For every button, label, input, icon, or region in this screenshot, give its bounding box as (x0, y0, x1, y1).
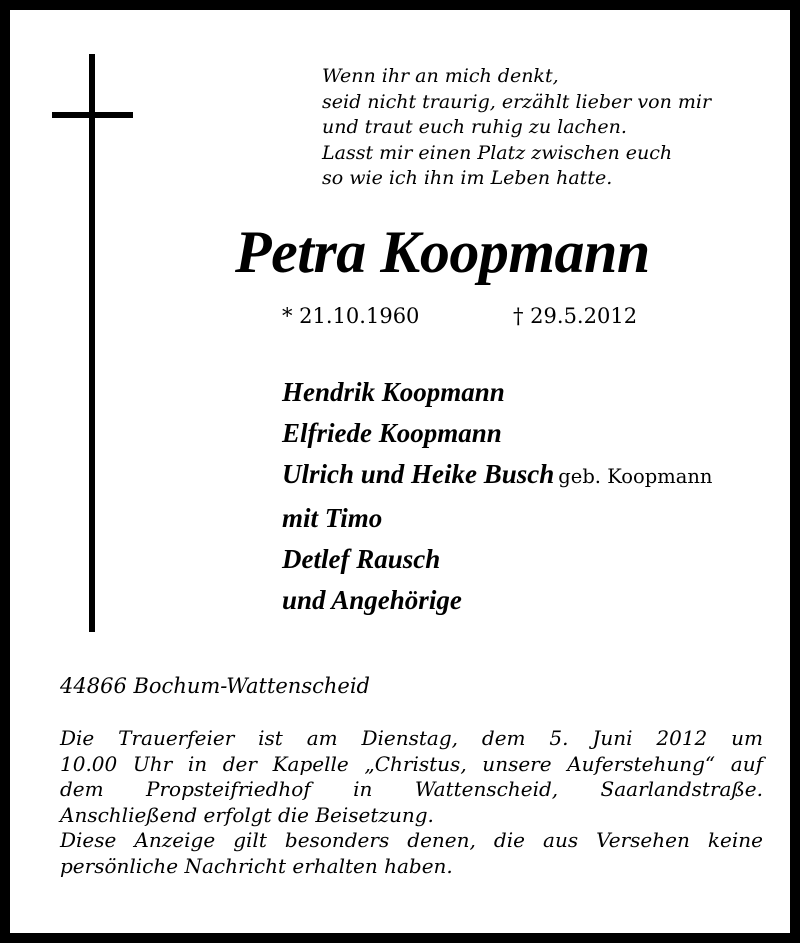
location: 44866 Bochum-Wattenscheid (60, 674, 370, 698)
announcement-line: 10.00 Uhr in der Kapelle „Christus, unsere Auferstehung“ auf (60, 751, 763, 776)
mourner-note: geb. Koopmann (558, 465, 713, 489)
mourner (282, 539, 782, 580)
mourner-name: Elfriede Koopmann (282, 418, 502, 449)
mourner-name: Ulrich und Heike Busch (282, 459, 555, 490)
cross-bar (52, 112, 133, 118)
poem-line: so wie ich ihn im Leben hatte. (322, 167, 613, 189)
poem-line: seid nicht traurig, erzählt lieber von mir (322, 90, 712, 113)
announcement (60, 726, 763, 879)
deceased-name: Petra Koopmann (235, 219, 650, 285)
announcement-line: Diese Anzeige gilt besonders denen, die aus Versehen keine (60, 828, 763, 852)
mourner (282, 454, 782, 497)
announcement-line: Die Trauerfeier ist am Dienstag, dem 5. Juni 2012 um (60, 726, 763, 750)
poem-line: Wenn ihr an mich denkt, (322, 65, 559, 87)
mourner (282, 413, 782, 454)
mourner (282, 372, 782, 413)
announcement-line: persönliche Nachricht erhalten haben. (60, 853, 453, 878)
announcement-line: Anschließend erfolgt die Beisetzung. (60, 802, 434, 827)
mourner (282, 498, 782, 539)
announcement-line: dem Propsteifriedhof in Wattenscheid, Saarlandstraße. (60, 777, 763, 801)
mourner-name: und Angehörige (282, 585, 462, 616)
death-date: † 29.5.2012 (513, 304, 638, 328)
poem (322, 64, 762, 192)
poem-line: Lasst mir einen Platz zwischen euch (322, 141, 673, 164)
cross-icon (89, 54, 95, 632)
mourners-list (282, 372, 782, 621)
mourner-name: Detlef Rausch (282, 543, 441, 574)
birth-date: * 21.10.1960 (282, 304, 420, 328)
mourner-name: mit Timo (282, 502, 383, 533)
mourner-name: Hendrik Koopmann (282, 377, 505, 407)
poem-line: und traut euch ruhig zu lachen. (322, 116, 627, 138)
mourner (282, 580, 782, 621)
